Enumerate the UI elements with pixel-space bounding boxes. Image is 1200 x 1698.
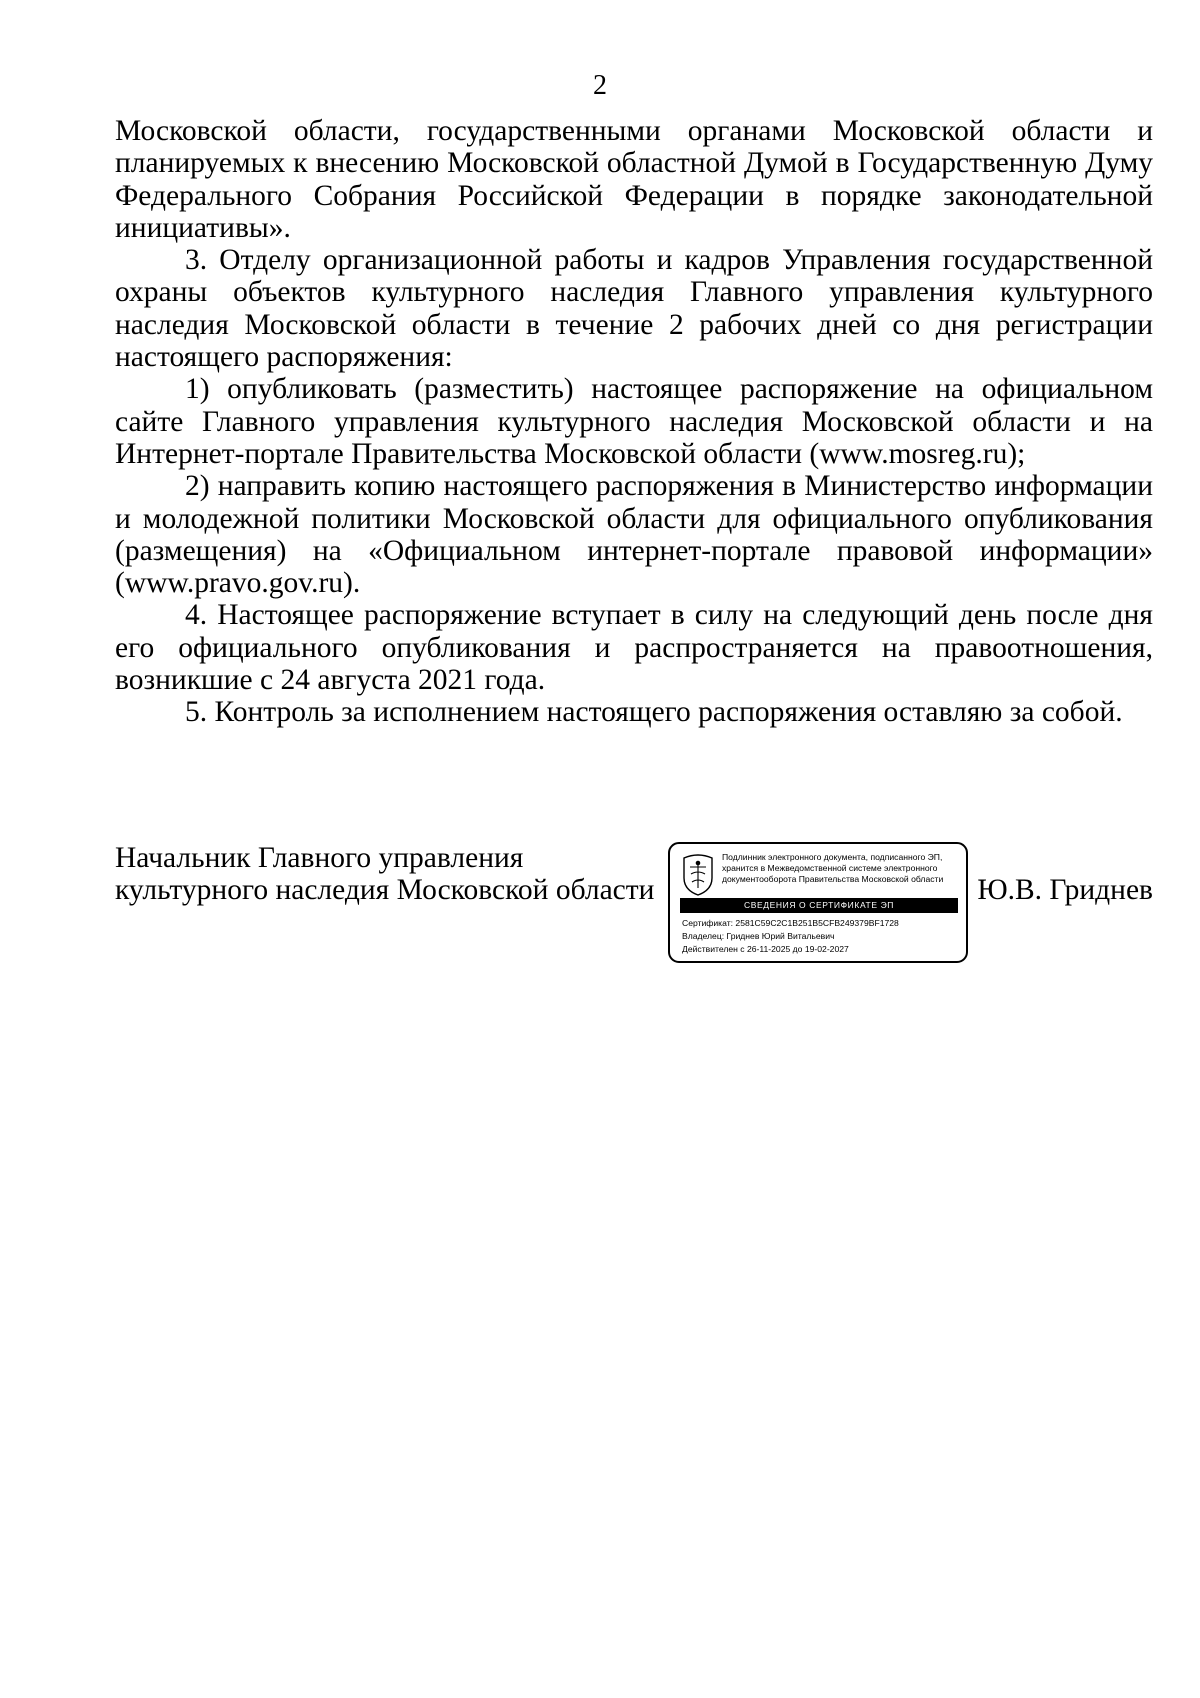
- paragraph-item-3: 3. Отделу организационной работы и кадров Управления государственной охраны объектов культурного наследия Главного управления культурного наследия Московской области в течение 2 рабочих дней со дня регистрации настоящего распоряжения:: [115, 244, 1153, 374]
- stamp-validity: Действителен с 26-11-2025 до 19-02-2027: [682, 944, 849, 954]
- signatory-position: Начальник Главного управления культурного наследия Московской области: [115, 842, 655, 907]
- page-number: 2: [593, 70, 607, 101]
- paragraph-continuation: Московской области, государственными органами Московской области и планируемых к внесению Московской областной Думой в Государственную Думу Федерального Собрания Российской Федерации в порядке законодательной инициативы».: [115, 115, 1153, 244]
- stamp-storage-note: Подлинник электронного документа, подписанного ЭП, хранится в Межведомственной системе электронного документооборота Правительства Московской области: [722, 852, 944, 884]
- electronic-signature-stamp: [668, 842, 968, 963]
- stamp-certificate-number: Сертификат: 2581C59C2C1B251B5CFB249379BF1728: [682, 918, 899, 928]
- paragraph-subitem-1: 1) опубликовать (разместить) настоящее распоряжение на официальном сайте Главного управления культурного наследия Московской области и на Интернет-портале Правительства Московской области (www.mosreg.ru);: [115, 373, 1153, 470]
- stamp-certificate-header: СВЕДЕНИЯ О СЕРТИФИКАТЕ ЭП: [680, 898, 958, 913]
- paragraph-subitem-2: 2) направить копию настоящего распоряжения в Министерство информации и молодежной политики Московской области для официального опубликования (размещения) на «Официальном интернет-портале правовой информации» (www.pravo.gov.ru).: [115, 470, 1153, 600]
- document-body: [115, 115, 1153, 729]
- coat-of-arms-icon: [680, 852, 716, 896]
- paragraph-item-5: 5. Контроль за исполнением настоящего распоряжения оставляю за собой.: [185, 696, 1123, 729]
- signature-block: [115, 842, 1153, 962]
- paragraph-item-4: 4. Настоящее распоряжение вступает в силу на следующий день после дня его официального опубликования и распространяется на правоотношения, возникшие с 24 августа 2021 года.: [115, 599, 1153, 697]
- signatory-name: Ю.В. Гриднев: [977, 874, 1153, 906]
- stamp-owner: Владелец: Гриднев Юрий Витальевич: [682, 931, 835, 941]
